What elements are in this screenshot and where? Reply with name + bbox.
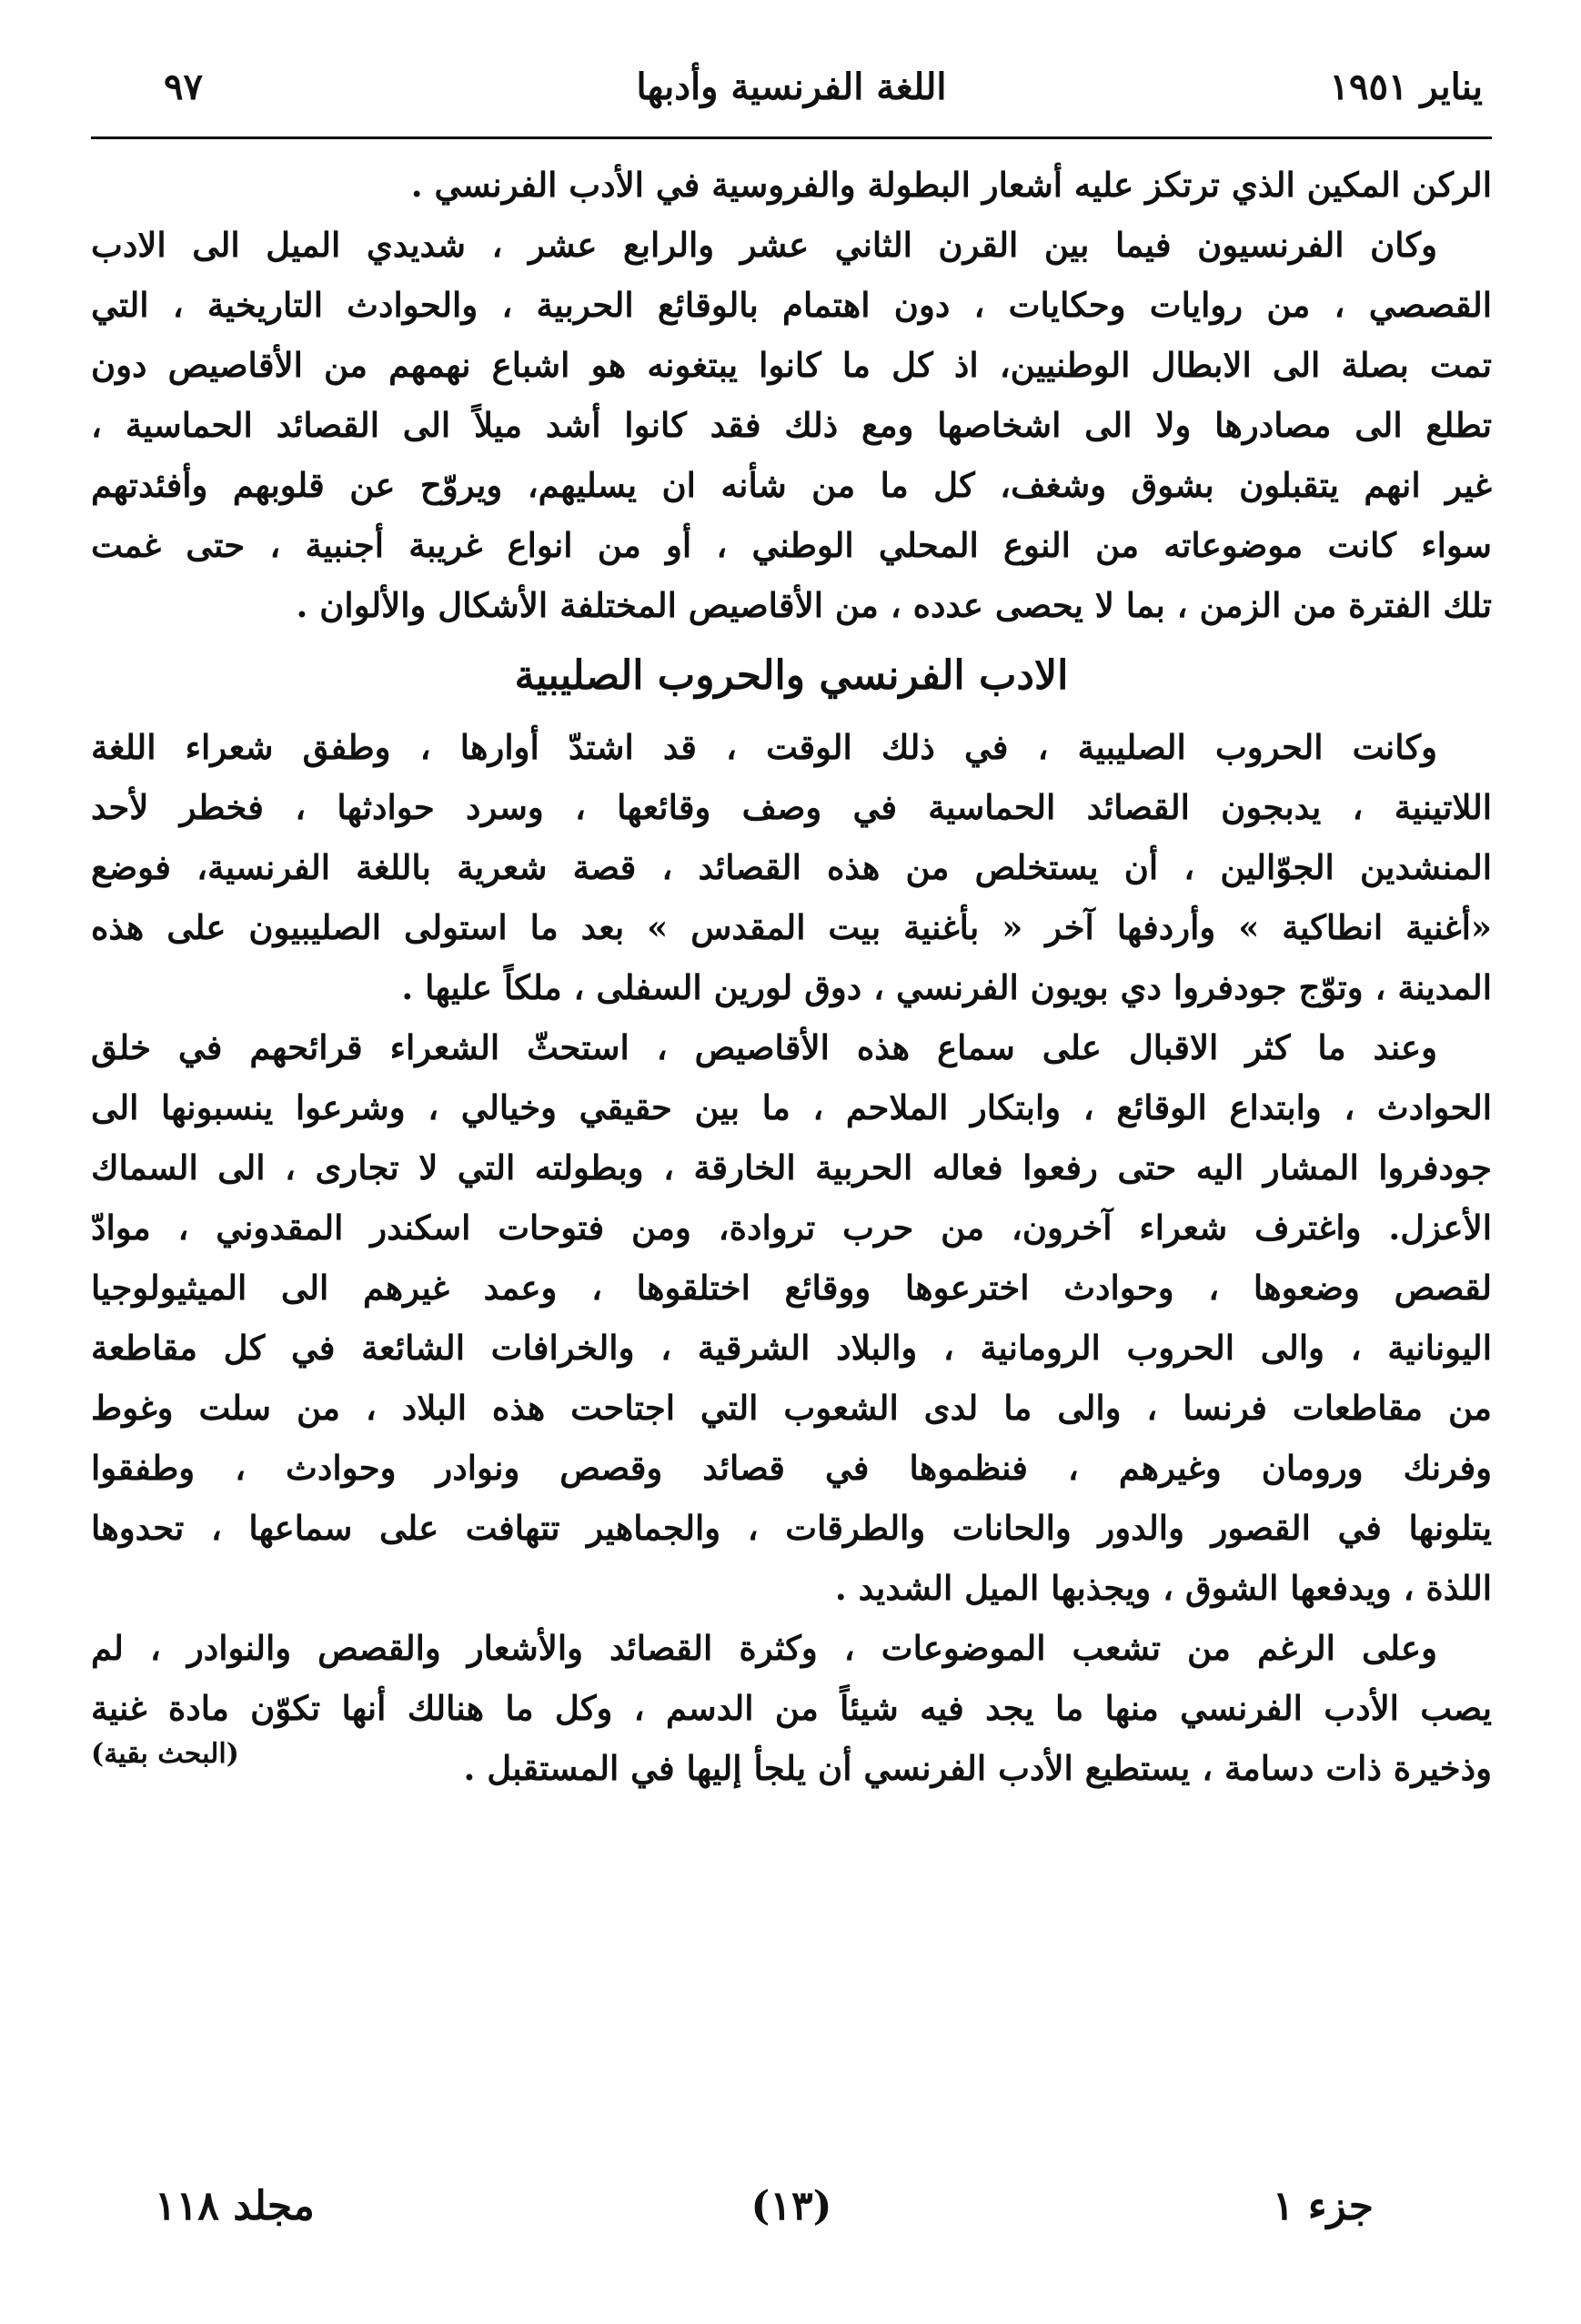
text-line: تمت بصلة الى الابطال الوطنيين، اذ كل ما كانوا يبتغونه هو اشباع نهمهم من الأقاصيص دون [91,345,1492,385]
section-heading: الادب الفرنسي والحروب الصليبية [514,652,1069,699]
text-line: جودفروا المشار اليه حتى رفعوا فعاله الحربية الخارقة ، وبطولته التي لا تجارى ، الى السماك [91,1147,1492,1187]
paragraph [91,215,1492,635]
signature-mark: (١٣) [750,2183,832,2229]
text-line: تطلع الى مصادرها ولا الى اشخاصها ومع ذلك فقد كانوا أشد ميلاً الى القصائد الحماسية ، [91,405,1492,445]
text-line: المدينة ، وتوّج جودفروا دي بويون الفرنسي ، دوق لورين السفلى ، ملكاً عليها . [401,967,1492,1007]
page-number: ٩٧ [164,66,203,108]
header-rule [91,136,1492,139]
volume-number: مجلد ١١٨ [155,2183,315,2229]
part-number: جزء ١ [1272,2183,1374,2229]
text-line: يصب الأدب الفرنسي منها ما يجد فيه شيئاً من الدسم ، وكل ما هنالك أنها تكوّن مادة غنية [91,1688,1492,1728]
running-header [91,53,1492,126]
text-line: اللاتينية ، يدبجون القصائد الحماسية في وصف وقائعها ، وسرد حوادثها ، فخطر لأحد [91,787,1492,827]
text-line: الركن المكين الذي ترتكز عليه أشعار البطولة والفروسية في الأدب الفرنسي . [410,165,1492,205]
text-line: الأعزل. واغترف شعراء آخرون، من حرب تروادة، ومن فتوحات اسكندر المقدوني ، موادّ [91,1207,1492,1248]
continuation-note: (البحث بقية) [91,1738,239,1770]
paragraph [91,1618,1492,1798]
text-line: تلك الفترة من الزمن ، بما لا يحصى عدده ، من الأقاصيص المختلفة الأشكال والألوان . [296,585,1492,625]
text-line: من مقاطعات فرنسا ، والى ما لدى الشعوب التي اجتاحت هذه البلاد ، من سلت وغوط [91,1388,1492,1428]
text-line: وعند ما كثر الاقبال على سماع هذه الأقاصيص ، استحثّ الشعراء قرائحهم في خلق [91,1027,1437,1067]
text-line: وكان الفرنسيون فيما بين القرن الثاني عشر والرابع عشر ، شديدي الميل الى الادب [91,225,1437,265]
paragraph [91,1017,1492,1618]
text-line: اللذة ، ويدفعها الشوق ، ويجذبها الميل الشديد . [834,1568,1492,1608]
text-line: يتلونها في القصور والدور والحانات والطرقات ، والجماهير تتهافت على سماعها ، تحدوها [91,1508,1492,1548]
text-line: المنشدين الجوّالين ، أن يستخلص من هذه القصائد ، قصة شعرية باللغة الفرنسية، فوضع [91,847,1492,887]
text-line: سواء كانت موضوعاته من النوع المحلي الوطني ، أو من انواع غريبة أجنبية ، حتى غمت [91,525,1492,565]
paragraph [91,155,1492,215]
text-line: «أغنية انطاكية » وأردفها آخر « بأغنية بيت المقدس » بعد ما استولى الصليبيون على هذه [91,907,1492,947]
text-line: غير انهم يتقبلون بشوق وشغف، كل ما من شأنه ان يسليهم، ويروّح عن قلوبهم وأفئدتهم [91,465,1492,505]
paragraph [91,717,1492,1017]
closing-line [91,1738,1492,1798]
issue-date: يناير ١٩٥١ [1329,66,1483,108]
text-line: اليونانية ، والى الحروب الرومانية ، والبلاد الشرقية ، والخرافات الشائعة في كل مقاطعة [91,1328,1492,1368]
running-title: اللغة الفرنسية وأدبها [636,66,947,108]
page-footer [91,2166,1492,2248]
text-line: لقصص وضعوها ، وحوادث اخترعوها ووقائع اختلقوها ، وعمد غيرهم الى الميثيولوجيا [91,1268,1492,1308]
text-line: القصصي ، من روايات وحكايات ، دون اهتمام بالوقائع الحربية ، والحوادث التاريخية ، التي [91,285,1492,325]
text-line: وعلى الرغم من تشعب الموضوعات ، وكثرة القصائد والأشعار والقصص والنوادر ، لم [91,1628,1437,1668]
text-line: الحوادث ، وابتداع الوقائع ، وابتكار الملاحم ، ما بين حقيقي وخيالي ، وشرعوا ينسبونها الى [91,1087,1492,1127]
article-body [91,155,1492,1798]
text-line: وفرنك ورومان وغيرهم ، فنظموها في قصائد وقصص ونوادر وحوادث ، وطفقوا [91,1448,1492,1488]
text-line: وذخيرة ذات دسامة ، يستطيع الأدب الفرنسي أن يلجأ إليها في المستقبل . [463,1748,1492,1788]
text-line: وكانت الحروب الصليبية ، في ذلك الوقت ، قد اشتدّ أوارها ، وطفق شعراء اللغة [91,727,1437,767]
